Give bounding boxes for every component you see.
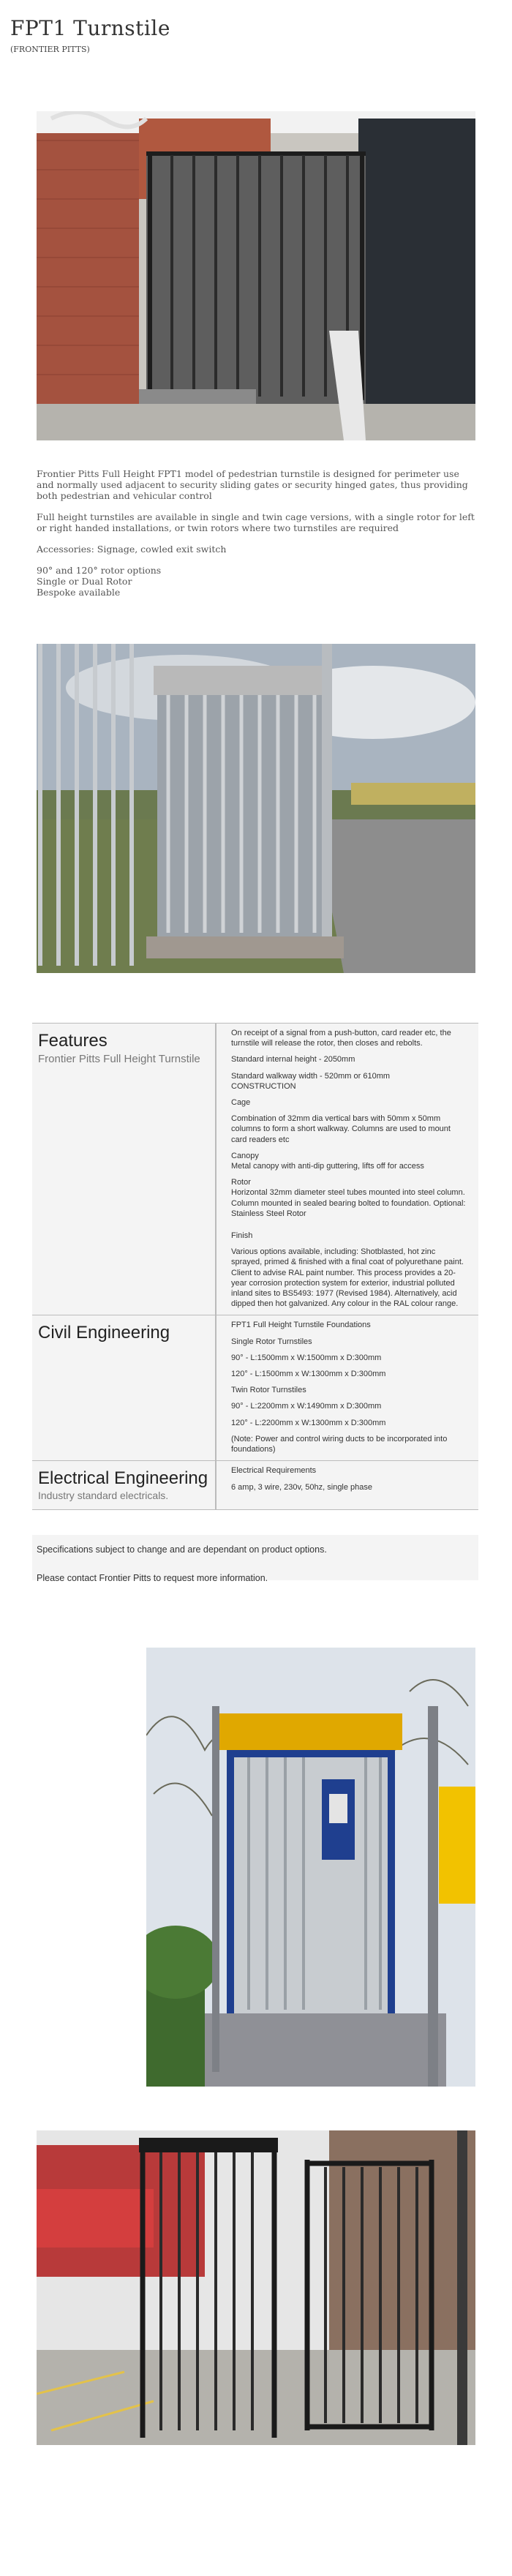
spec-line: Standard walkway width - 520mm or 610mm [231,1071,391,1081]
spec-line: 90° - L:1500mm x W:1500mm x D:300mm [231,1353,382,1362]
spec-line: Various options available, including: Shotblasted, hot zinc sprayed, primed & finished with a final coat of polyurethane paint. Client to advise RAL paint number. This process provides a 20-year corrosion protection system for exterior, industrial polluted inland sites to BS5493: 1977 (Revised 1984). Alternatively, acid dipped then hot galvanized. Any colour in the RAL colour range. [231,1247,464,1309]
contact-note: Please contact Frontier Pitts to request more information. [37,1573,268,1583]
spec-line: 90° - L:2200mm x W:1490mm x D:300mm [231,1402,382,1411]
turnstile-photo-galvanised [37,644,475,973]
electrical-heading-cell [32,1461,217,1509]
features-heading-cell [32,1024,217,1315]
page-subtitle: (FRONTIER PITTS) [10,45,90,54]
specification-table [32,1023,478,1510]
spec-line: Twin Rotor Turnstiles [231,1386,306,1395]
spec-line: 120° - L:2200mm x W:1300mm x D:300mm [231,1418,386,1427]
intro-paragraph: Full height turnstiles are available in single and twin cage versions, with a single rotor for left or right handed installations, or twin rotors where two turnstiles are required [37,511,475,533]
option-item: Single or Dual Rotor [37,576,132,587]
electrical-details [217,1461,478,1509]
electrical-subtitle: Industry standard electricals. [38,1490,169,1502]
electrical-title: Electrical Engineering [38,1468,208,1489]
spec-line: Standard internal height - 2050mm [231,1055,355,1064]
intro-paragraph: Accessories: Signage, cowled exit switch [37,544,227,555]
option-item: 90° and 120° rotor options [37,565,162,576]
civil-title: Civil Engineering [38,1323,170,1343]
spec-line: Finish [231,1231,253,1241]
page-title: FPT1 Turnstile [10,16,170,40]
notes [37,1543,327,1600]
intro-text [37,468,475,598]
spec-line: Canopy [231,1151,259,1160]
features-subtitle: Frontier Pitts Full Height Turnstile [38,1053,200,1065]
features-row [32,1024,478,1315]
spec-line: 6 amp, 3 wire, 230v, 50hz, single phase [231,1482,373,1492]
spec-line: Cage [231,1098,251,1108]
option-item: Bespoke available [37,587,121,598]
spec-line: Electrical Requirements [231,1466,317,1476]
features-title: Features [38,1031,108,1051]
spec-line: Single Rotor Turnstiles [231,1337,312,1346]
spec-line: On receipt of a signal from a push-button, card reader etc, the turnstile will release the rotor, then closes and rebolts. [231,1029,451,1048]
features-details [217,1024,478,1315]
spec-line: Combination of 32mm dia vertical bars with 50mm x 50mm columns to form a short walkway. Columns are used to mount card readers etc [231,1114,451,1144]
intro-paragraph: Frontier Pitts Full Height FPT1 model of pedestrian turnstile is designed for perimeter use and normally used adjacent to security sliding gates or security hinged gates, thus providing both pedestrian and vehicular control [37,468,468,501]
turnstile-photo-blue [146,1648,475,2087]
spec-line: FPT1 Full Height Turnstile Foundations [231,1321,371,1330]
spec-line: (Note: Power and control wiring ducts to be incorporated into foundations) [231,1434,448,1454]
spec-line: CONSTRUCTION [231,1081,296,1091]
spec-line: 120° - L:1500mm x W:1300mm x D:300mm [231,1370,386,1379]
spec-line: Metal canopy with anti-dip guttering, lifts off for access [231,1162,424,1171]
turnstile-photo-black-gate [37,2130,475,2445]
turnstile-photo-brick-wall [37,111,475,440]
spec-line: Rotor [231,1178,251,1187]
civil-heading-cell [32,1315,217,1460]
civil-engineering-row [32,1315,478,1461]
spec-disclaimer: Specifications subject to change and are dependant on product options. [37,1544,327,1555]
spec-line: Horizontal 32mm diameter steel tubes mounted into steel column. Column mounted in sealed bearing bolted to foundation. Optional: Stainless Steel Rotor [231,1188,466,1218]
electrical-engineering-row [32,1461,478,1510]
civil-details [217,1315,478,1460]
